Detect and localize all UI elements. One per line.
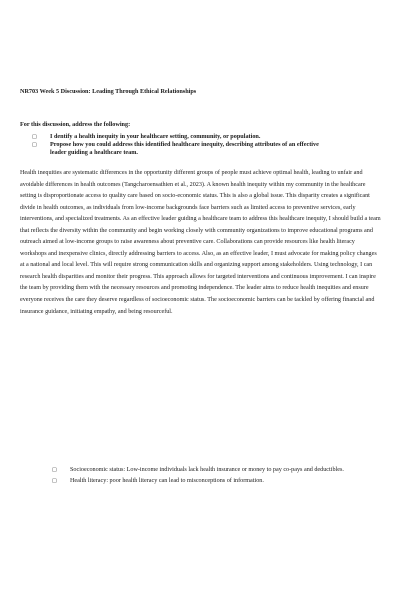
prompt-item [20,133,330,141]
checkbox-bullet-icon: □ [52,467,57,473]
discussion-intro: For this discussion, address the following: [20,121,131,128]
checkbox-bullet-icon: □ [32,134,37,140]
prompt-text: Propose how you could address this identified healthcare inequity, describing attributes of an effective leader guiding a healthcare team. [50,141,319,156]
list-item [20,465,370,476]
prompt-list [20,133,380,157]
list-item-text: Health literacy: poor health literacy can lead to misconceptions of information. [70,478,264,485]
document-title: NR703 Week 5 Discussion: Leading Through Ethical Relationships [20,88,197,95]
list-item-text: Socioeconomic status: Low-income individuals lack health insurance or money to pay co-pays and deductibles. [70,467,344,473]
body-paragraph: Health inequities are systematic differences in the opportunity different groups of people must achieve optimal health, leading to unfair and avoidable differences in health outcomes (Tangcharoensathien et al., 2023). A known health inequity within my community in the healthcare setting is disproportionate access to quality care based on socio-economic status. This is also a global issue. This disparity creates a significant divide in health outcomes, as individuals from low-income backgrounds face barriers such as limited access to preventive services, early interventions, and specialized treatments. As an effective leader guiding a healthcare team to address this healthcare inequity, I should build a team that reflects the diversity within the community and begin working closely with community organizations to improve educational programs and outreach aimed at low-income groups to raise awareness about preventive care. Collaborations can provide resources like health literacy workshops and inexpensive clinics, directly addressing barriers to access. Also, as an effective leader, I must advocate for making policy changes at a national and local level. This will require strong communication skills and organizing support among stakeholders. Using technology, I can research health disparities and monitor their progress. This approach allows for targeted interventions and continuous improvement. I can inspire the team by providing them with the necessary resources and promoting independence. The leader aims to reduce health inequities and ensure everyone receives the care they deserve regardless of socioeconomic status. The socioeconomic barriers can be tackled by offering financial and insurance guidance, initiating empathy, and being resourceful. [20,170,381,315]
prompt-text: I dentify a health inequity in your healthcare setting, community, or population. [50,133,261,140]
list-item [20,476,370,487]
barrier-list [20,465,380,488]
checkbox-bullet-icon: □ [52,478,57,485]
checkbox-bullet-icon: □ [32,142,37,148]
prompt-item [20,141,330,157]
